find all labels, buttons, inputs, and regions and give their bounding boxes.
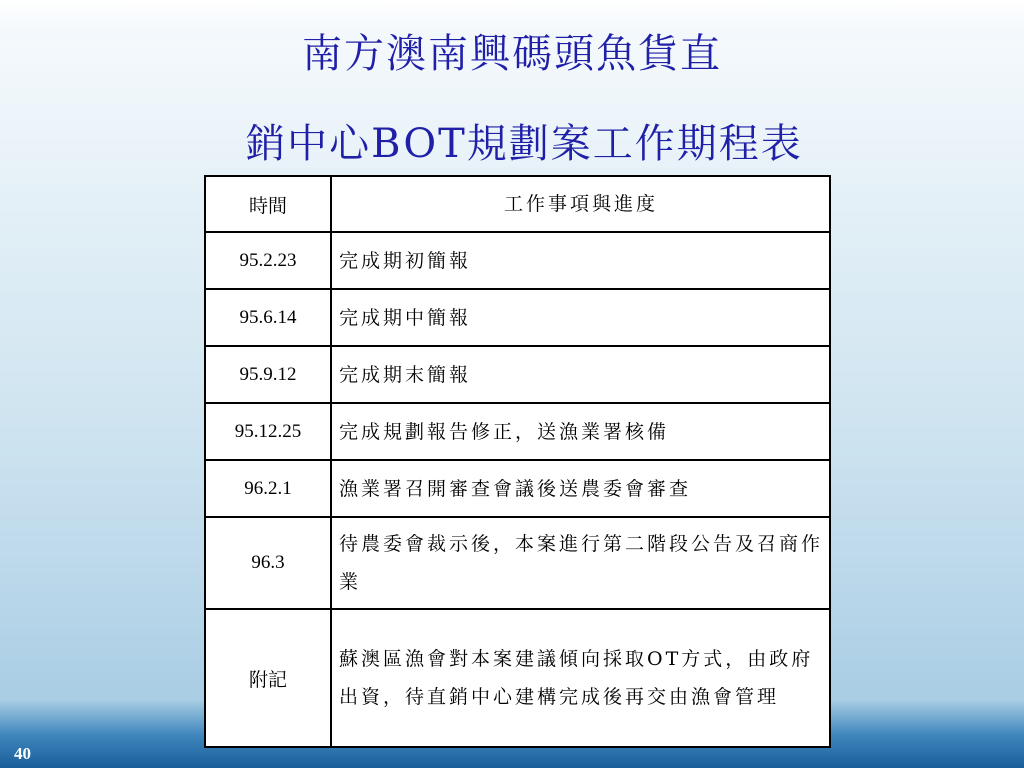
row-time: 95.6.14	[205, 289, 331, 346]
row-item: 待農委會裁示後，本案進行第二階段公告及召商作業	[331, 517, 830, 609]
row-time: 附記	[205, 609, 331, 747]
schedule-table	[204, 175, 831, 748]
row-time: 95.2.23	[205, 232, 331, 289]
table-row	[205, 232, 830, 289]
table-row	[205, 609, 830, 747]
table-row	[205, 517, 830, 609]
table-row	[205, 289, 830, 346]
header-work-item: 工作事項與進度	[331, 176, 830, 232]
row-time: 96.3	[205, 517, 331, 609]
table-row	[205, 346, 830, 403]
table-row	[205, 403, 830, 460]
row-item: 完成期中簡報	[331, 289, 830, 346]
row-item: 完成期末簡報	[331, 346, 830, 403]
row-time: 95.12.25	[205, 403, 331, 460]
row-time: 95.9.12	[205, 346, 331, 403]
table-row	[205, 460, 830, 517]
slide-title-line-2: 銷中心BOT規劃案工作期程表	[245, 121, 803, 167]
header-time: 時間	[205, 176, 331, 232]
row-item: 漁業署召開審查會議後送農委會審查	[331, 460, 830, 517]
row-time: 96.2.1	[205, 460, 331, 517]
row-item: 蘇澳區漁會對本案建議傾向採取OT方式，由政府出資，待直銷中心建構完成後再交由漁會管理	[331, 609, 830, 747]
slide-title-line-1: 南方澳南興碼頭魚貨直	[302, 31, 722, 77]
table-header-row	[205, 176, 830, 232]
row-item: 完成規劃報告修正，送漁業署核備	[331, 403, 830, 460]
page-number: 40	[14, 744, 31, 763]
row-item: 完成期初簡報	[331, 232, 830, 289]
